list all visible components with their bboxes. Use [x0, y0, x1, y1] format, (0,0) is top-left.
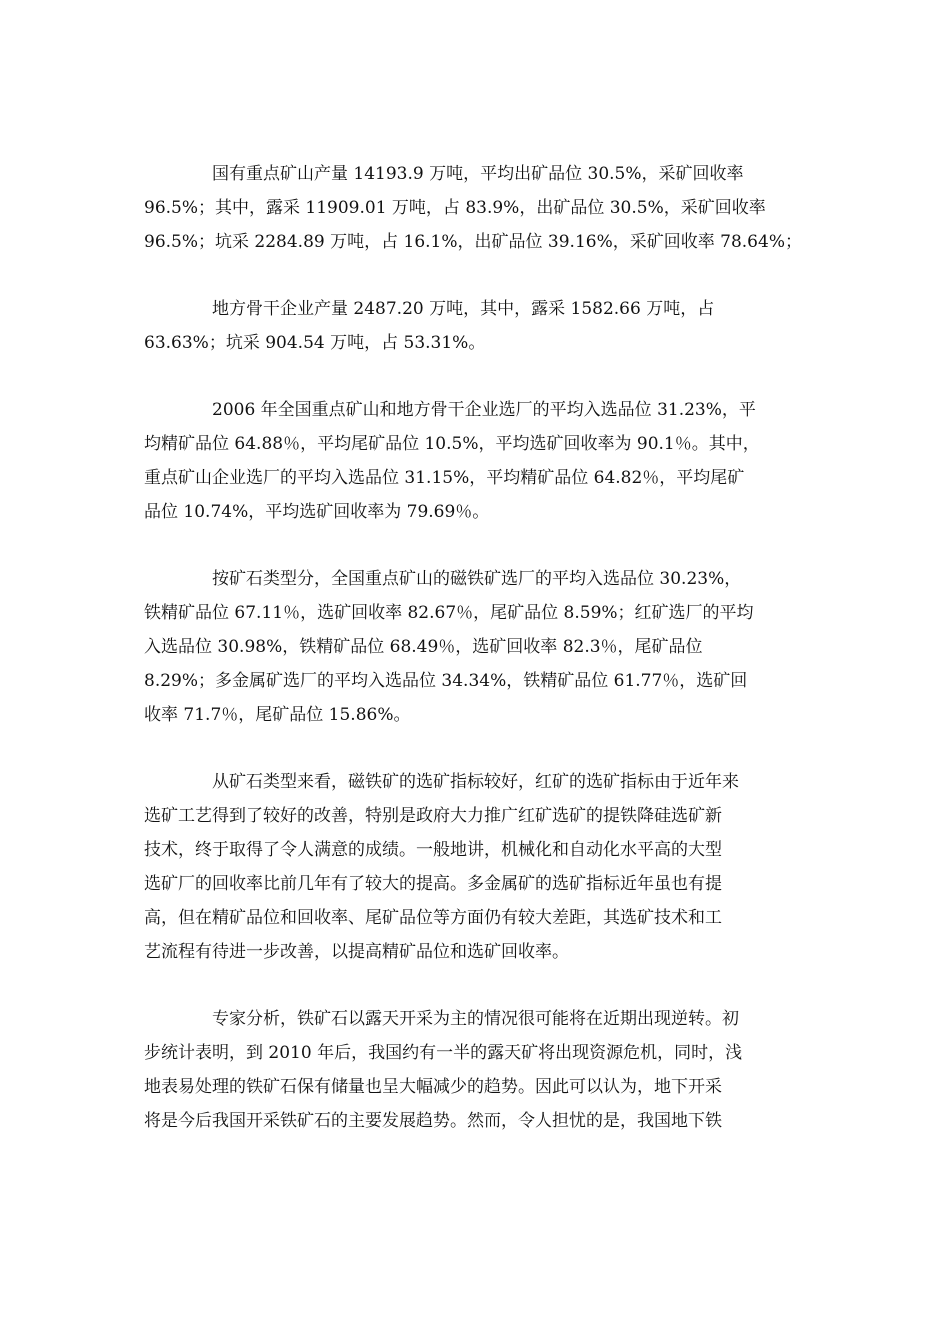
text-line: 地方骨干企业产量 2487.20 万吨，其中，露采 1582.66 万吨，占 [212, 299, 715, 319]
paragraph-ore-type-breakdown [144, 562, 810, 732]
paragraph-local-enterprises-output [144, 292, 810, 360]
text-line: 2006 年全国重点矿山和地方骨干企业选厂的平均入选品位 31.23%，平 [212, 400, 756, 420]
text-line: 地表易处理的铁矿石保有储量也呈大幅减少的趋势。因此可以认为，地下开采 [144, 1077, 722, 1097]
text-line: 96.5%；坑采 2284.89 万吨，占 16.1%，出矿品位 39.16%，采矿回收率 78.64%； [144, 232, 802, 252]
text-line: 技术，终于取得了令人满意的成绩。一般地讲，机械化和自动化水平高的大型 [144, 840, 722, 860]
paragraph-2006-beneficiation [144, 393, 810, 529]
text-line: 品位 10.74%，平均选矿回收率为 79.69％。 [144, 502, 490, 522]
text-line: 从矿石类型来看，磁铁矿的选矿指标较好，红矿的选矿指标由于近年来 [212, 772, 739, 792]
text-line: 铁精矿品位 67.11％，选矿回收率 82.67％，尾矿品位 8.59%；红矿选厂的平均 [144, 603, 754, 623]
text-line: 均精矿品位 64.88％，平均尾矿品位 10.5%，平均选矿回收率为 90.1％。其中， [144, 434, 760, 454]
text-line: 63.63%；坑采 904.54 万吨，占 53.31%。 [144, 333, 486, 353]
text-line: 步统计表明，到 2010 年后，我国约有一半的露天矿将出现资源危机，同时，浅 [144, 1043, 743, 1063]
paragraph-key-mines-output [144, 157, 810, 259]
text-line: 选矿厂的回收率比前几年有了较大的提高。多金属矿的选矿指标近年虽也有提 [144, 874, 722, 894]
paragraph-expert-analysis [144, 1002, 810, 1138]
text-line: 收率 71.7％，尾矿品位 15.86%。 [144, 705, 411, 725]
text-line: 艺流程有待进一步改善，以提高精矿品位和选矿回收率。 [144, 942, 569, 962]
text-line: 8.29%；多金属矿选厂的平均入选品位 34.34%，铁精矿品位 61.77％，选矿回 [144, 671, 748, 691]
text-line: 入选品位 30.98%，铁精矿品位 68.49％，选矿回收率 82.3％，尾矿品位 [144, 637, 703, 657]
text-line: 重点矿山企业选厂的平均入选品位 31.15%，平均精矿品位 64.82％，平均尾矿 [144, 468, 745, 488]
text-line: 96.5%；其中，露采 11909.01 万吨，占 83.9%，出矿品位 30.5%，采矿回收率 [144, 198, 766, 218]
document-body [144, 157, 810, 1171]
paragraph-ore-type-analysis [144, 765, 810, 969]
text-line: 选矿工艺得到了较好的改善，特别是政府大力推广红矿选矿的提铁降硅选矿新 [144, 806, 722, 826]
text-line: 国有重点矿山产量 14193.9 万吨，平均出矿品位 30.5%，采矿回收率 [212, 164, 744, 184]
text-line: 专家分析，铁矿石以露天开采为主的情况很可能将在近期出现逆转。初 [212, 1009, 739, 1029]
text-line: 高，但在精矿品位和回收率、尾矿品位等方面仍有较大差距，其选矿技术和工 [144, 908, 722, 928]
text-line: 按矿石类型分，全国重点矿山的磁铁矿选厂的平均入选品位 30.23%， [212, 569, 742, 589]
text-line: 将是今后我国开采铁矿石的主要发展趋势。然而，令人担忧的是，我国地下铁 [144, 1111, 722, 1131]
